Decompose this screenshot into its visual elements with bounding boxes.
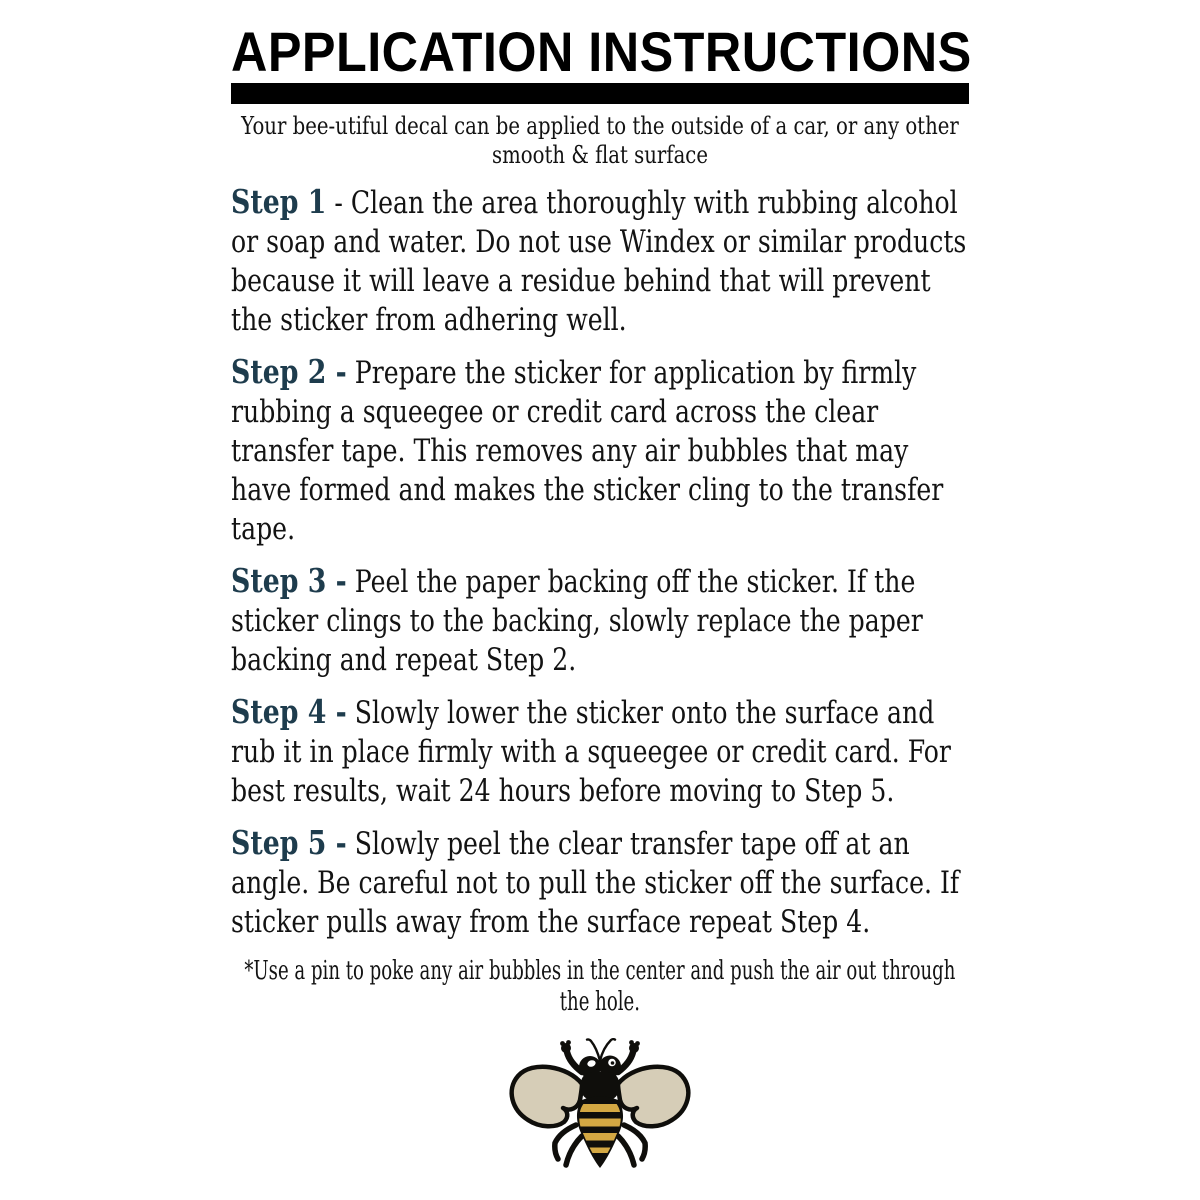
step-label: Step 2 -: [231, 352, 347, 391]
step-paragraph: [231, 352, 969, 549]
step-body: Slowly peel the clear transfer tape off at an angle. Be careful not to pull the sticker off the surface. If sticker pulls away from the surface repeat Step 4.: [231, 826, 960, 940]
step-paragraph: [231, 823, 969, 942]
header: [231, 20, 972, 170]
bee-thorax: [581, 1072, 619, 1100]
step-label: Step 5 -: [231, 823, 347, 862]
step-label: Step 4 -: [231, 692, 347, 731]
instruction-sheet: [231, 0, 972, 1178]
step-label: Step 3 -: [231, 561, 347, 600]
step-body: Prepare the sticker for application by firmly rubbing a squeegee or credit card across the clear transfer tape. This removes any air bubbles that may have formed and makes the sticker cling to the transfer tape.: [231, 355, 944, 547]
footnote: *Use a pin to poke any air bubbles in the center and push the air out through the hole.: [244, 956, 956, 1017]
subtitle: Your bee-utiful decal can be applied to the outside of a car, or any other smooth & flat surface: [241, 112, 959, 169]
step-paragraph: [231, 182, 969, 340]
step-body: Slowly lower the sticker onto the surface and rub it in place firmly with a squeegee or credit card. For best results, wait 24 hours before moving to Step 5.: [231, 695, 951, 809]
page-title: APPLICATION INSTRUCTIONS: [231, 20, 972, 83]
step-label: Step 1: [231, 182, 327, 221]
title-underline-bar: [231, 83, 969, 104]
steps-list: [231, 182, 969, 942]
step-paragraph: [231, 561, 969, 680]
bee-abdomen: [572, 1096, 628, 1168]
bee-illustration-svg: [508, 1038, 692, 1178]
step-body: - Clean the area thoroughly with rubbing alcohol or soap and water. Do not use Windex or similar products because it will leave a residue behind that will prevent the sticker from adhering well.: [231, 185, 967, 338]
bee-icon: [508, 1038, 692, 1178]
step-paragraph: [231, 692, 969, 811]
step-body: Peel the paper backing off the sticker. If the sticker clings to the backing, slowly replace the paper backing and repeat Step 2.: [231, 564, 923, 678]
